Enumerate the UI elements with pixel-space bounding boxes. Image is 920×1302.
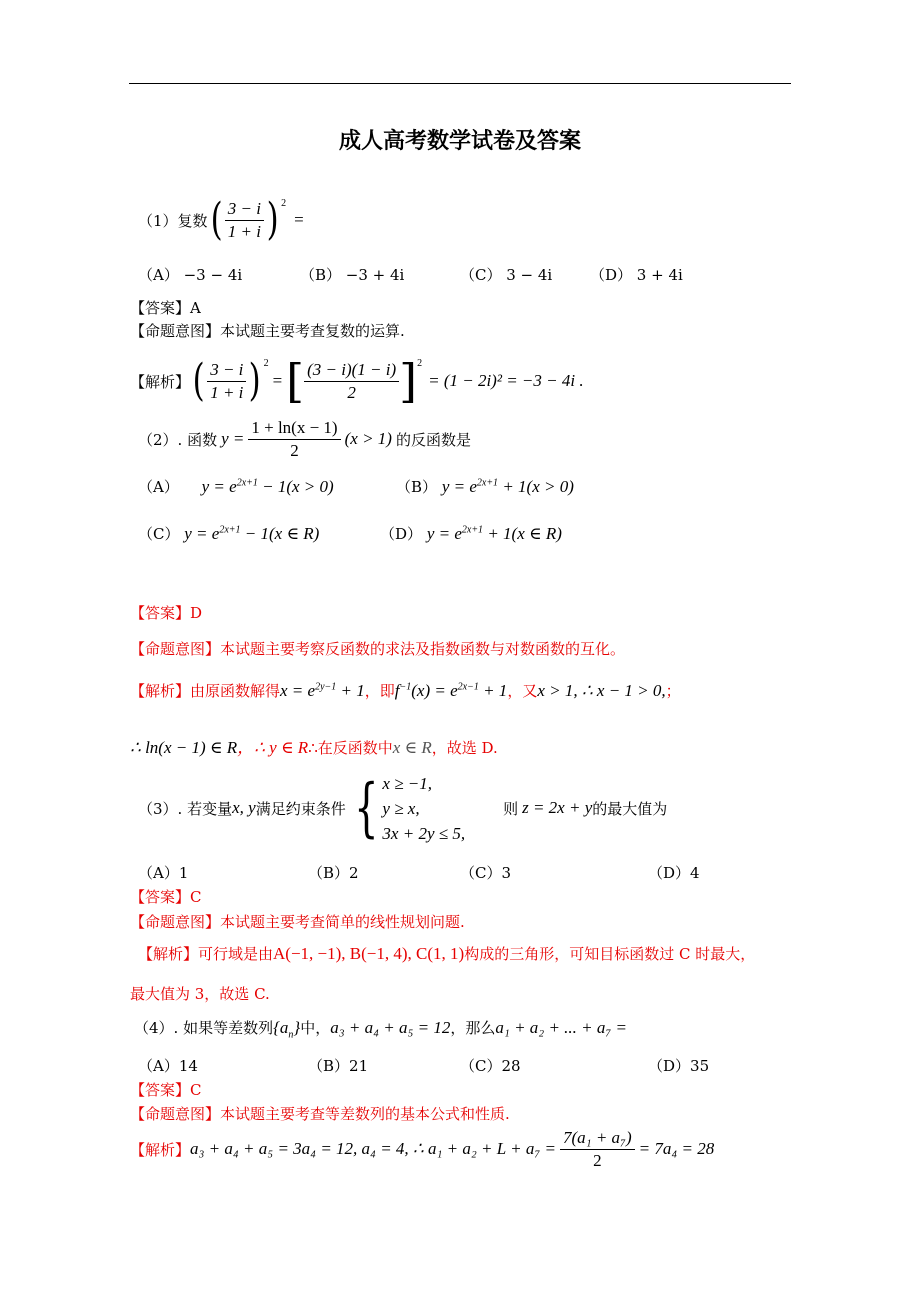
q3-stem-mid: 满足约束条件 [255,799,346,818]
q1-frac-den: 1 + i [227,221,261,241]
q2-analysis-expr1: x = e [280,681,316,700]
q4-stem-prefix: （4）. 如果等差数列 [134,1019,274,1037]
q2-option-d [380,523,562,544]
q1-analysis-inner-den: 2 [347,382,356,402]
q2-analysis-line1 [130,680,681,701]
q4-answer: 【答案】C [130,1081,202,1099]
q4-option-d: （D）35 [648,1057,710,1075]
q1-option-b: （B） −3 + 4i [300,266,405,284]
q2-analysis-expr2: f [394,681,400,700]
q2-analysis-b: ，即 [364,682,395,700]
q2-frac-num: 1 + ln(x − 1) [248,417,340,440]
q2-analysis-expr2-sup: −1 [399,681,412,693]
q3-analysis-points: A(−1, −1), B(−1, 4), C(1, 1) [273,944,465,963]
q4-analysis-frac-den: 2 [593,1150,602,1170]
q2-stem [138,414,471,464]
q1-intent: 【命题意图】本试题主要考查复数的运算. [130,322,405,340]
q2-analysis-expr1-sup: 2y−1 [315,681,337,693]
q2-option-a-expr: y = e [201,477,237,496]
q2-analysis-expr2-sup2: 2x−1 [457,681,479,693]
q2-analysis-expr2-mid: (x) = e [411,681,458,700]
q2-cond: (x > 1) [344,429,392,448]
q4-intent: 【命题意图】本试题主要考查等差数列的基本公式和性质. [130,1105,510,1123]
q3-option-a: （A）1 [138,864,189,882]
q3-stem-prefix: （3）. 若变量 [138,799,233,818]
q1-expression: ( $\frac{3 - i}{1 + i}$ ) $^2$ = [210,194,304,245]
q1-analysis-inner-power: 2 [417,358,423,369]
q1-option-d: （D） 3 + 4i [590,266,683,284]
q4-cond: a₃ + a₄ + a₅ = 12 [330,1018,451,1037]
q2-analysis-d: ； [665,682,681,700]
q2-option-c-sup: 2x+1 [219,524,241,536]
q2-line2-expr2: x ∈ R [392,738,432,757]
q2-stem-prefix: （2）. 函数 [138,430,218,449]
q1-analysis-label: 【解析】 [130,372,191,391]
left-brace-icon: { [353,771,379,845]
header-rule [129,83,791,84]
q3-constraint-3: 3x + 2y ≤ 5, [382,823,466,843]
q4-stem-mid: 中， [300,1019,331,1037]
q1-answer: 【答案】A [130,299,201,317]
q2-line2-b: ，∴ y ∈ R [237,738,309,757]
q2-option-b-expr: y = e [441,477,477,496]
q3-option-d: （D）4 [648,864,700,882]
q1-eq: = [294,210,304,229]
q2-option-d-tail: + 1(x ∈ R) [483,524,562,543]
q2-option-b-tail: + 1(x > 0) [498,477,574,496]
q3-objective: z = 2x + y [522,798,593,817]
q2-analysis-c: ，又 [507,682,538,700]
q3-analysis-b: 构成的三角形，可知目标函数过 C 时最大， [464,945,756,963]
q3-answer: 【答案】C [130,888,202,906]
q1-option-c: （C） 3 − 4i [460,266,553,284]
q4-seq-close: } [293,1018,301,1037]
q1-frac-num: 3 − i [225,198,264,221]
q3-constraint-2: y ≥ x, [382,798,420,818]
q3-vars: x, y [232,798,256,817]
q3-analysis-line2: 最大值为 3，故选 C. [130,985,270,1003]
q1-analysis-inner-num: (3 − i)(1 − i) [304,359,399,382]
q4-analysis-label: 【解析】 [130,1140,191,1159]
q2-frac-den: 2 [290,440,299,460]
q1-analysis-power: 2 [263,358,269,369]
q4-option-c: （C）28 [460,1057,521,1075]
q4-seq-sub: n [288,1029,294,1041]
q3-constraint-1: x ≥ −1, [382,773,433,793]
q3-analysis-a: 可行域是由 [198,945,274,963]
q4-seq: {a [273,1018,289,1037]
q3-analysis-line1 [138,943,755,964]
q2-option-a [138,476,334,497]
q2-intent: 【命题意图】本试题主要考察反函数的求法及指数函数与对数函数的互化。 [130,640,626,658]
q2-line2-c: ∴在反函数中 [308,739,393,757]
q3-stem-then: 则 [503,799,519,818]
q4-analysis [130,1124,714,1174]
q1-stem [138,190,304,250]
q4-stem [134,1017,627,1040]
q3-analysis-label: 【解析】 [138,945,199,963]
q2-option-d-expr: y = e [426,524,462,543]
q1-stem-prefix: （1）复数 [138,211,208,230]
q2-analysis-expr1-tail: + 1 [336,681,365,700]
q2-option-b-label: （B） [396,478,438,496]
q4-target: a₁ + a₂ + ... + a₇ = [495,1018,628,1037]
q2-option-b-sup: 2x+1 [476,477,499,489]
q1-analysis-frac-den: 1 + i [210,382,244,402]
q3-stem [138,770,667,846]
q3-intent: 【命题意图】本试题主要考查简单的线性规划问题. [130,913,465,931]
q2-y-eq: y = [221,429,245,448]
q4-analysis-frac-num: 7(a₁ + a₇) [560,1127,635,1150]
q2-option-a-tail: − 1(x > 0) [257,477,334,496]
q4-stem-then: ，那么 [450,1019,496,1037]
q1-analysis-tail: = (1 − 2i)² = −3 − 4i . [428,371,584,390]
q3-stem-suffix: 的最大值为 [592,799,668,818]
q1-power: 2 [281,197,287,209]
q2-answer: 【答案】D [130,604,203,622]
q3-constraints [382,771,465,846]
q2-analysis-expr2-tail: + 1 [478,681,508,700]
q1-option-a: （A） −3 − 4i [138,266,243,284]
q2-option-c-tail: − 1(x ∈ R) [240,524,320,543]
q4-option-b: （B）21 [308,1057,369,1075]
q2-option-b [396,476,574,497]
q2-option-d-label: （D） [380,525,423,543]
q2-analysis-expr3: x > 1, ∴ x − 1 > 0, [537,681,666,700]
q4-analysis-expr: a₃ + a₄ + a₅ = 3a₄ = 12, a₄ = 4, ∴ a₁ + a₂ + L + a₇ = [190,1139,557,1158]
q2-option-a-label: （A） [138,478,179,496]
q4-option-a: （A）14 [138,1057,198,1075]
q2-line2-d: ，故选 D. [431,739,498,757]
q2-option-d-sup: 2x+1 [461,524,484,536]
q2-analysis-a: 【解析】由原函数解得 [130,682,281,700]
q3-option-c: （C）3 [460,864,512,882]
q4-analysis-tail: = 7a₄ = 28 [638,1139,715,1158]
q3-option-b: （B）2 [308,864,359,882]
q2-line2-expr1: ∴ ln(x − 1) ∈ R [130,738,238,757]
q2-option-c-label: （C） [138,525,180,543]
q2-analysis-line2 [130,733,498,758]
q1-analysis: 【解析】 ( $\frac{3 - i}{1 + i}$ ) $^2$ = [ $\frac{(3 - i)(1 - i)}{2}$ ] $^2$ = (1 − 2i)² = −3 − 4i . [130,354,584,408]
q1-analysis-frac-num: 3 − i [207,359,246,382]
q2-option-c [138,523,319,544]
page-title: 成人高考数学试卷及答案 [338,128,581,154]
q2-stem-suffix: 的反函数是 [395,430,471,449]
q2-option-c-expr: y = e [184,524,220,543]
q2-option-a-sup: 2x+1 [236,477,258,489]
